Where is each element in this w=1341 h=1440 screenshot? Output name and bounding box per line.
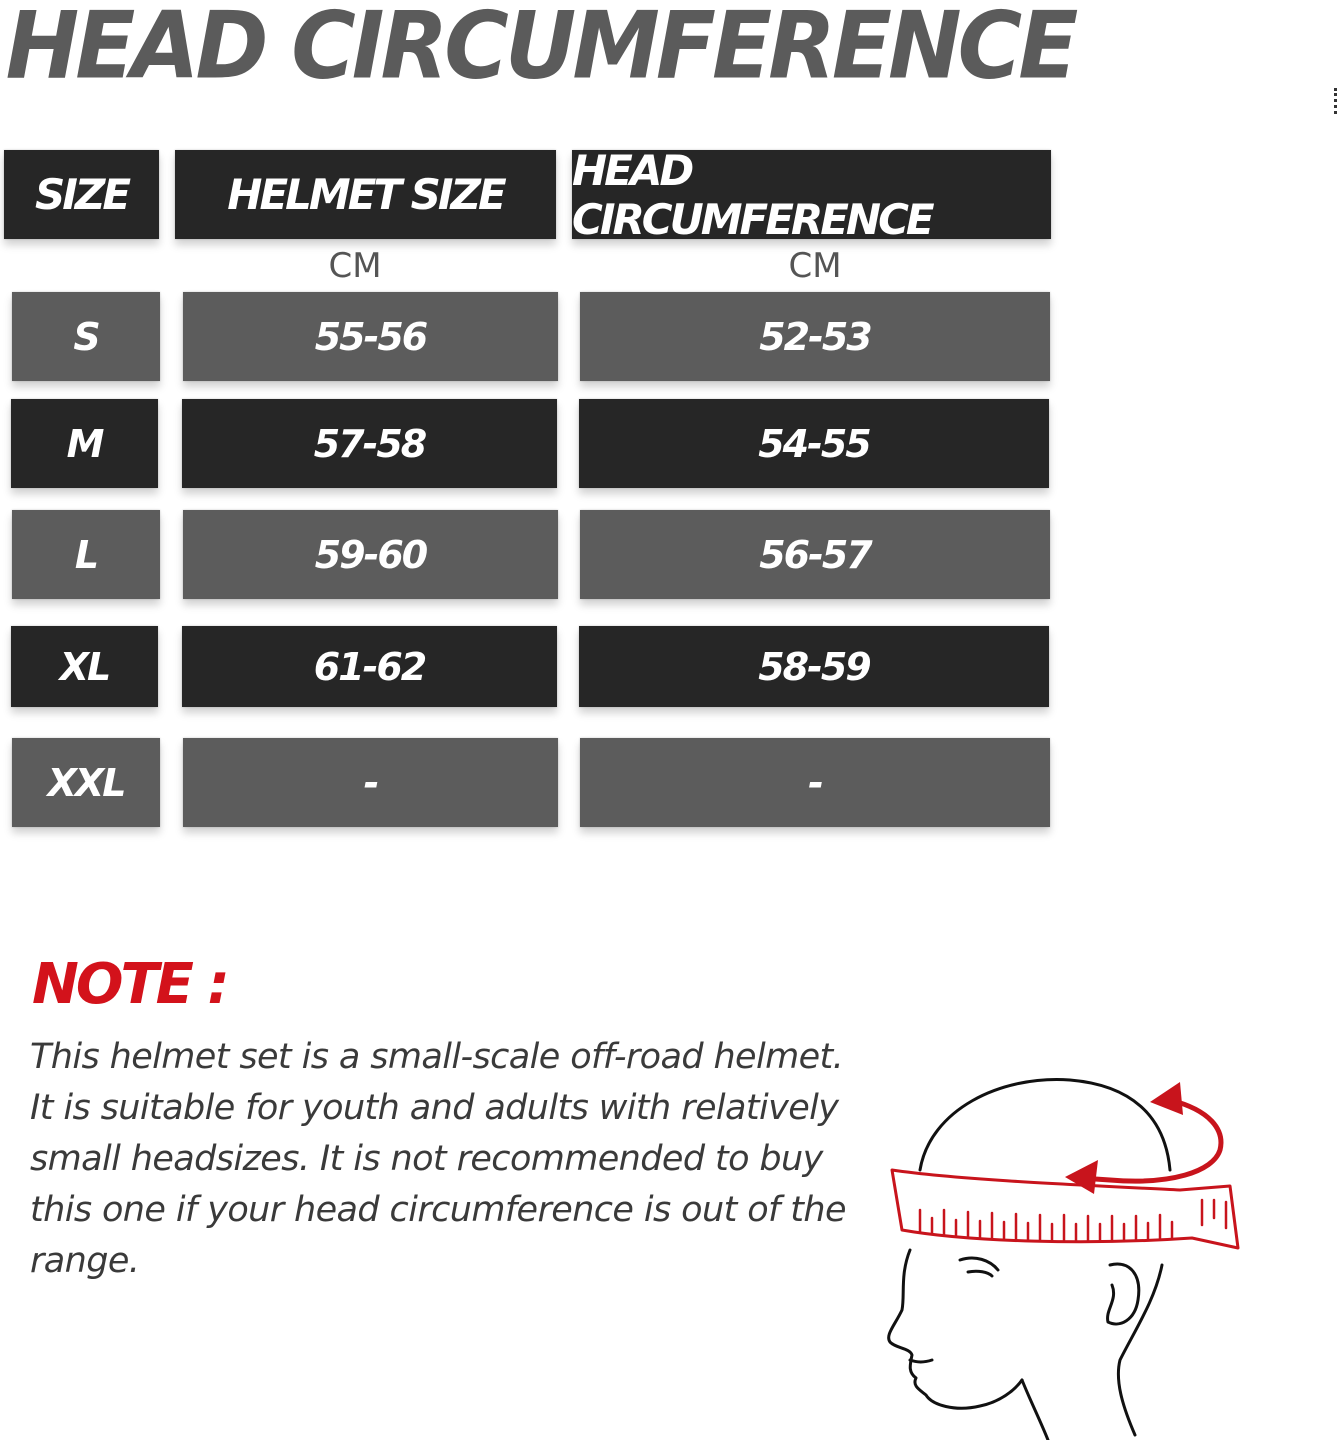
cell-head-l: 56-57 <box>580 510 1050 599</box>
header-size: SIZE <box>4 150 159 239</box>
cell-helmet-xl: 61-62 <box>182 626 557 707</box>
header-helmet-size: HELMET SIZE <box>175 150 556 239</box>
note-line: This helmet set is a small-scale off-road helmet. <box>30 1037 844 1077</box>
cell-size-l: L <box>12 510 160 599</box>
cell-size-xxl: XXL <box>12 738 160 827</box>
note-line: this one if your head circumference is out of the <box>30 1190 846 1230</box>
note-line: small headsizes. It is not recommended to buy <box>30 1139 823 1179</box>
cell-head-m: 54-55 <box>579 399 1049 488</box>
head-measuring-tape-icon <box>880 1060 1260 1440</box>
note-line: range. <box>30 1241 140 1281</box>
header-head-circumference: HEAD CIRCUMFERENCE <box>572 150 1051 239</box>
cell-size-s: S <box>12 292 160 381</box>
cell-head-s: 52-53 <box>580 292 1050 381</box>
unit-helmet-size: CM <box>328 246 382 286</box>
cell-helmet-m: 57-58 <box>182 399 557 488</box>
cell-size-xl: XL <box>11 626 158 707</box>
note-body <box>30 1032 880 1287</box>
cell-helmet-s: 55-56 <box>183 292 558 381</box>
cell-head-xl: 58-59 <box>579 626 1049 707</box>
cell-helmet-l: 59-60 <box>183 510 558 599</box>
cell-helmet-xxl: - <box>183 738 558 827</box>
page-title: HEAD CIRCUMFERENCE <box>5 0 1075 100</box>
unit-head-circumference: CM <box>788 246 842 286</box>
edge-mark <box>1334 88 1341 114</box>
cell-size-m: M <box>11 399 158 488</box>
cell-head-xxl: - <box>580 738 1050 827</box>
note-title: NOTE : <box>32 952 227 1017</box>
note-line: It is suitable for youth and adults with relatively <box>30 1088 839 1128</box>
